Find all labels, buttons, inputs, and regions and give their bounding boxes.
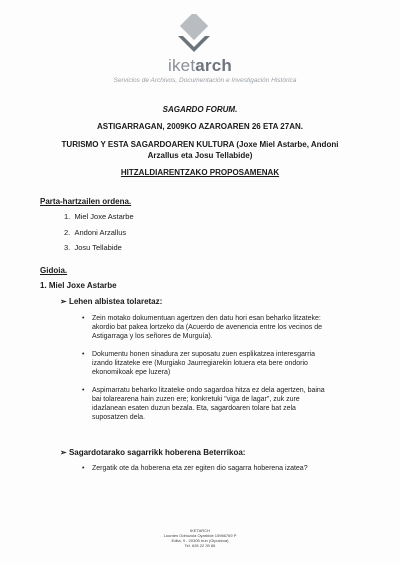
participant-item: 3. Josu Tellabide bbox=[64, 243, 122, 252]
brand-tagline: Servicios de Archivos, Documentación e Investigación Histórica bbox=[113, 77, 297, 84]
bullet-dot-icon: • bbox=[82, 351, 85, 358]
iketarch-logo-icon bbox=[172, 14, 216, 58]
section-1-title: 1. Miel Joxe Astarbe bbox=[40, 281, 117, 290]
arrow-bullet-icon: ➢ bbox=[60, 448, 67, 457]
participant-item: 1. Miel Joxe Astarbe bbox=[64, 212, 134, 221]
sub-heading-2: ➢ Sagardotarako sagarrikk hoberena Beterrikoa: bbox=[60, 448, 246, 457]
arrow-bullet-icon: ➢ bbox=[60, 297, 67, 306]
participant-item: 2. Andoni Arzallus bbox=[64, 228, 127, 237]
bullet-dot-icon: • bbox=[82, 315, 85, 322]
doc-heading: HITZALDIARENTZAKO PROPOSAMENAK bbox=[120, 168, 280, 177]
bullet-paragraph-1: Zein motako dokumentuan agertzen den datu hori esan beharko litzateke: akordio bat pakea lortzeko da (Acuerdo de avenencia entre los vecinos de Astigarraga y los señores de Murguía). bbox=[92, 315, 322, 340]
bullet-dot-icon: • bbox=[82, 387, 85, 394]
bullet-paragraph-2: Dokumentu honen sinadura zer suposatu zuen esplikatzea interesgarria izando litzateke ere (Murgiako Jaurregiarekin lotuera eta bere ondorio ekonomikoak epe luzera) bbox=[92, 351, 315, 376]
bullet-paragraph-3: Aspimarratu beharko litzateke ondo sagardoa hitza ez dela agertzen, baina bai tolarearena hain zuzen ere; konkretuki "viga de lagar", zuk zure idazlanean esaten duzun bezala. Eta, sagardoaren tolare bat zela suposatzen dela. bbox=[92, 387, 325, 421]
sub-heading-1: ➢ Lehen albistea tolaretaz: bbox=[60, 297, 163, 306]
doc-subtitle-1: TURISMO Y ESTA SAGARDOAREN KULTURA (Joxe Miel Astarbe, Andoni bbox=[61, 140, 339, 149]
bullet-dot-icon: • bbox=[82, 465, 85, 472]
footer bbox=[0, 528, 400, 548]
footer-address: Edita, 9 - 20305 Irún (Gipuzkoa) bbox=[171, 538, 229, 543]
outline-label: Gidoia. bbox=[40, 266, 68, 275]
participants-label: Parta-hartzailen ordena. bbox=[40, 197, 132, 206]
brand-name: iketarch bbox=[168, 56, 232, 75]
footer-owner: Lourdes Odriozola Oyarbide 15966769 P bbox=[163, 533, 237, 538]
doc-title: SAGARDO FORUM. bbox=[162, 105, 238, 114]
doc-date-line: ASTIGARRAGAN, 2009KO AZAROAREN 26 ETA 27AN. bbox=[97, 122, 303, 131]
footer-company: IKETARCH bbox=[190, 528, 210, 533]
footer-phone: Tel. 626 22 39 86 bbox=[184, 543, 216, 548]
doc-subtitle-2: Arzallus eta Josu Tellabide) bbox=[147, 151, 253, 160]
bullet-paragraph-4: Zergatik ote da hoberena eta zer egiten dio sagarra hoberena izatea? bbox=[92, 465, 308, 472]
